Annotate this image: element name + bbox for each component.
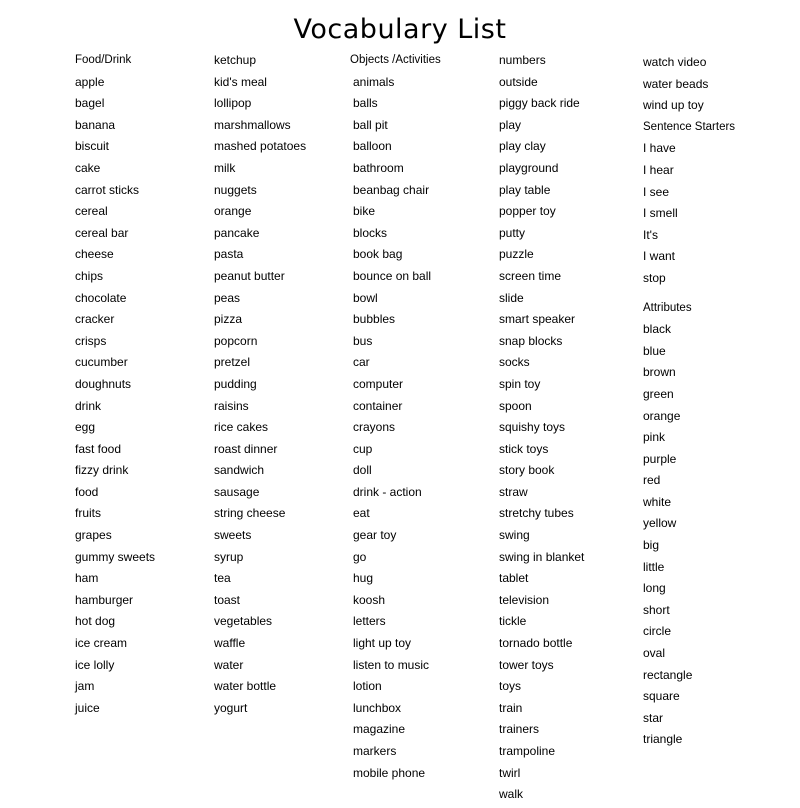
vocab-word: black: [643, 322, 672, 337]
vocab-word: I see: [643, 184, 670, 199]
vocab-word: cereal: [75, 204, 108, 219]
column-food-drink-continued: [214, 52, 306, 721]
vocab-word: brown: [643, 365, 676, 380]
vocab-word: tickle: [499, 614, 527, 629]
vocab-word: wind up toy: [643, 98, 704, 113]
vocab-word: oval: [643, 646, 666, 661]
vocab-word: It's: [643, 227, 658, 242]
vocab-word: gummy sweets: [75, 549, 156, 564]
vocab-word: book bag: [353, 247, 403, 262]
vocab-word: doll: [353, 463, 372, 478]
vocab-word: triangle: [643, 732, 683, 747]
vocab-word: letters: [353, 614, 386, 629]
vocab-word: cucumber: [75, 355, 128, 370]
vocab-word: hot dog: [75, 614, 116, 629]
vocab-word: tea: [214, 571, 231, 586]
vocab-word: bike: [353, 204, 376, 219]
column-objects-activities: [350, 52, 441, 786]
vocab-word: rectangle: [643, 667, 693, 682]
vocab-word: crayons: [353, 420, 396, 435]
vocab-word: bubbles: [353, 312, 396, 327]
vocab-word: ketchup: [214, 53, 257, 67]
vocab-word: jam: [75, 679, 95, 694]
vocab-word: play: [499, 117, 522, 132]
vocab-word: markers: [353, 744, 397, 758]
column-heading: Food/Drink: [75, 54, 132, 66]
vocab-word: bathroom: [353, 160, 404, 175]
vocab-word: animals: [353, 74, 395, 89]
vocab-word: tablet: [499, 571, 529, 586]
vocab-word: train: [499, 700, 523, 715]
vocab-word: bagel: [75, 96, 105, 111]
vocab-word: numbers: [499, 53, 546, 67]
vocab-word: orange: [214, 204, 252, 219]
vocab-word: light up toy: [353, 636, 412, 651]
vocab-word: pizza: [214, 312, 243, 327]
vocab-word: koosh: [353, 592, 386, 607]
vocab-word: drink: [75, 398, 102, 413]
vocab-word: red: [643, 473, 661, 488]
vocab-word: toast: [214, 592, 241, 607]
vocab-word: stop: [643, 270, 666, 285]
vocab-word: balloon: [353, 139, 392, 154]
vocab-word: blocks: [353, 225, 388, 240]
vocab-word: short: [643, 602, 670, 617]
vocab-word: gear toy: [353, 528, 397, 543]
vocab-word: biscuit: [75, 139, 110, 154]
vocab-word: raisins: [214, 398, 249, 413]
vocab-word: pretzel: [214, 355, 251, 370]
vocab-word: trampoline: [499, 744, 556, 758]
vocab-word: cereal bar: [75, 225, 129, 240]
vocab-word: circle: [643, 624, 672, 639]
vocab-word: puzzle: [499, 247, 534, 262]
vocab-word: squishy toys: [499, 420, 566, 435]
vocab-word: container: [353, 398, 403, 413]
vocab-word: syrup: [214, 549, 244, 564]
vocab-word: play clay: [499, 139, 546, 154]
vocab-word: walk: [499, 787, 524, 802]
vocab-word: twirl: [499, 765, 521, 780]
vocab-word: water bottle: [214, 679, 277, 694]
vocab-word: lunchbox: [353, 700, 402, 715]
vocab-word: long: [643, 581, 666, 596]
vocab-word: slide: [499, 290, 524, 305]
vocab-word: chips: [75, 268, 104, 283]
vocab-word: green: [643, 386, 674, 401]
vocab-word: popcorn: [214, 333, 258, 348]
vocab-word: lollipop: [214, 96, 252, 111]
vocab-word: ice lolly: [75, 657, 115, 672]
vocab-word: orange: [643, 408, 681, 423]
vocab-word: egg: [75, 420, 96, 435]
vocab-word: socks: [499, 355, 530, 370]
vocab-word: marshmallows: [214, 117, 291, 132]
vocab-word: play table: [499, 182, 551, 197]
vocab-word: grapes: [75, 528, 112, 543]
vocab-word: water: [214, 657, 244, 672]
vocab-word: snap blocks: [499, 333, 563, 348]
page-title: Vocabulary List: [293, 14, 507, 45]
vocab-word: pink: [643, 430, 666, 445]
vocab-word: swing: [499, 528, 530, 543]
vocab-word: toys: [499, 679, 522, 694]
vocab-word: swing in blanket: [499, 549, 585, 564]
vocab-word: screen time: [499, 268, 562, 283]
column-misc: [643, 54, 735, 753]
vocab-word: I want: [643, 249, 676, 264]
vocab-word: balls: [353, 96, 378, 111]
vocab-word: ham: [75, 571, 99, 586]
section-spacer: [643, 292, 735, 300]
vocab-word: pasta: [214, 247, 244, 262]
vocab-word: purple: [643, 451, 677, 466]
vocab-word: star: [643, 710, 664, 725]
section-heading: Sentence Starters: [643, 120, 736, 133]
vocab-word: big: [643, 538, 660, 553]
vocab-word: I hear: [643, 162, 674, 177]
vocab-word: I smell: [643, 206, 678, 221]
vocab-word: food: [75, 484, 99, 499]
vocab-word: fizzy drink: [75, 463, 129, 478]
vocab-word: fast food: [75, 441, 122, 456]
vocab-word: popper toy: [499, 204, 556, 219]
vocab-word: pudding: [214, 376, 257, 391]
vocab-word: mobile phone: [353, 765, 426, 780]
vocab-word: lotion: [353, 679, 382, 694]
vocab-word: sandwich: [214, 463, 265, 478]
column-heading: Objects /Activities: [350, 54, 441, 66]
vocab-word: square: [643, 689, 680, 704]
vocab-word: bowl: [353, 290, 378, 305]
vocab-word: sausage: [214, 484, 260, 499]
vocab-word: playground: [499, 160, 559, 175]
vocab-word: eat: [353, 506, 370, 521]
vocab-word: computer: [353, 376, 404, 391]
vocab-word: sweets: [214, 528, 252, 543]
vocab-word: carrot sticks: [75, 182, 140, 197]
vocab-word: yogurt: [214, 700, 248, 715]
vocab-word: kid's meal: [214, 74, 267, 89]
vocab-word: cheese: [75, 247, 114, 262]
column-objects-activities-continued: [499, 52, 584, 808]
vocab-word: tower toys: [499, 657, 554, 672]
vocab-word: white: [643, 494, 672, 509]
vocab-word: nuggets: [214, 182, 257, 197]
vocab-word: spoon: [499, 398, 532, 413]
vocab-word: blue: [643, 343, 666, 358]
vocab-word: ball pit: [353, 117, 388, 132]
vocab-word: crisps: [75, 333, 107, 348]
vocab-word: car: [353, 355, 370, 370]
vocab-word: smart speaker: [499, 312, 576, 327]
vocab-word: tornado bottle: [499, 636, 573, 651]
vocab-word: stick toys: [499, 441, 549, 456]
vocab-word: milk: [214, 160, 236, 175]
vocab-word: beanbag chair: [353, 182, 430, 197]
vocab-word: yellow: [643, 516, 677, 531]
vocab-word: piggy back ride: [499, 96, 580, 111]
vocab-word: rice cakes: [214, 420, 269, 435]
vocab-word: bounce on ball: [353, 268, 432, 283]
vocab-word: banana: [75, 117, 116, 132]
vocab-word: ice cream: [75, 636, 128, 651]
vocab-word: mashed potatoes: [214, 139, 307, 154]
vocab-word: drink - action: [353, 484, 422, 499]
vocab-word: juice: [75, 700, 100, 715]
vocab-word: peanut butter: [214, 268, 285, 283]
vocab-word: hug: [353, 571, 374, 586]
vocab-word: roast dinner: [214, 441, 278, 456]
vocab-word: pancake: [214, 225, 260, 240]
vocab-word: string cheese: [214, 506, 286, 521]
vocab-word: peas: [214, 290, 241, 305]
vocab-word: spin toy: [499, 376, 541, 391]
vocab-word: stretchy tubes: [499, 506, 574, 521]
vocab-word: fruits: [75, 506, 102, 521]
vocab-word: watch video: [643, 55, 707, 69]
section-heading: Attributes: [643, 301, 692, 314]
vocab-word: waffle: [214, 636, 246, 651]
vocab-word: trainers: [499, 722, 540, 737]
vocab-word: cake: [75, 160, 101, 175]
vocab-word: little: [643, 559, 665, 574]
vocab-word: bus: [353, 333, 373, 348]
vocab-word: water beads: [643, 76, 709, 91]
vocab-word: magazine: [353, 722, 406, 737]
vocab-word: apple: [75, 74, 105, 89]
vocab-word: story book: [499, 463, 555, 478]
vocab-word: cracker: [75, 312, 115, 327]
vocab-word: cup: [353, 441, 373, 456]
column-food-drink: [75, 52, 155, 721]
vocab-word: putty: [499, 225, 526, 240]
vocab-word: outside: [499, 74, 538, 89]
vocab-word: vegetables: [214, 614, 273, 629]
vocab-word: straw: [499, 484, 528, 499]
vocab-word: go: [353, 549, 367, 564]
vocab-word: doughnuts: [75, 376, 132, 391]
vocab-word: television: [499, 592, 550, 607]
vocab-word: chocolate: [75, 290, 127, 305]
vocab-word: listen to music: [353, 657, 430, 672]
vocab-word: hamburger: [75, 592, 134, 607]
vocab-word: I have: [643, 141, 676, 156]
